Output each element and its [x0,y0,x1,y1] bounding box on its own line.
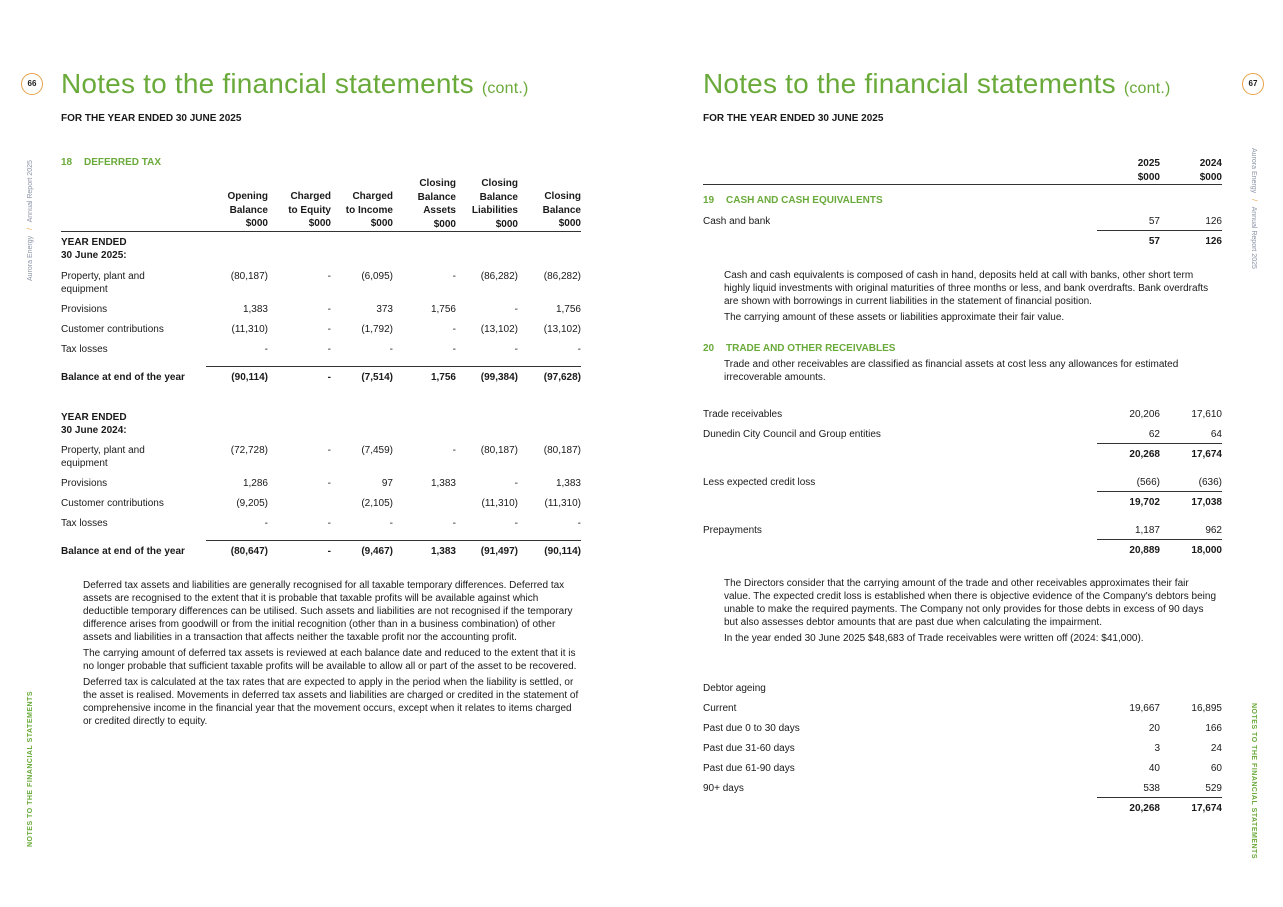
cell: - [514,478,518,489]
cell: (9,205) [236,498,268,509]
cell: (80,187) [543,445,581,456]
cell: 20,268 [1129,449,1160,460]
cell: - [514,344,518,355]
total-rule [206,366,581,367]
cell: - [577,518,581,529]
cell: - [327,344,331,355]
cell: - [264,344,268,355]
cell: 3 [1154,743,1160,754]
cell: 1,756 [430,372,456,383]
side-sep: / [1250,199,1257,202]
side-label-top-right [1250,148,1257,269]
col-header-charged-equity: Charged to Equity $000 [288,191,331,229]
cell: - [452,445,456,456]
cell: 20 [1148,723,1160,734]
section-number: 18 [61,157,73,168]
cell: 1,383 [430,478,456,489]
receivables-intro: Trade and other receivables are classified as financial assets at cost less any allowances for estimated irrecoverable amounts. [724,359,1179,383]
section-title: DEFERRED TAX [84,157,162,168]
cell: (91,497) [480,546,518,557]
page-title-right [703,68,1171,100]
row-label: Provisions [61,478,108,489]
deferred-tax-notes [83,579,583,731]
row-label: Dunedin City Council and Group entities [703,429,881,440]
cell: (11,310) [481,498,518,509]
side-report: Annual Report 2025 [27,160,34,223]
side-report: Annual Report 2025 [1250,206,1257,269]
cell: (99,384) [480,372,518,383]
cell: 126 [1205,216,1222,227]
cell: 1,383 [430,546,456,557]
cell: 17,674 [1191,803,1222,814]
group-2024-line1: YEAR ENDED [61,412,127,423]
cell: 962 [1205,525,1222,536]
cell: 62 [1148,429,1160,440]
row-label: Current [703,703,737,714]
cell: (13,102) [543,324,581,335]
cell: 1,756 [555,304,581,315]
debtor-ageing-title: Debtor ageing [703,683,766,694]
paragraph: Deferred tax assets and liabilities are generally recognised for all taxable temporary differences. Deferred tax assets are recognised to the extent that it is probable that taxable profits will be available against which deductible temporary differences can be utilised. Such assets and liabilities are not recognised if the temporary difference arises from goodwill or from the initial recognition (other than in a business combination) of other assets and liabilities in a transaction that affects neither the taxable profit nor the accounting profit. [83,580,573,643]
cell: (7,514) [361,372,393,383]
page-number-left: 66 [21,73,43,95]
cell: (90,114) [544,546,581,557]
cell: (1,792) [361,324,393,335]
cell: (97,628) [543,372,581,383]
total-rule [206,540,581,541]
cell: 529 [1205,783,1222,794]
title-text: Notes to the financial statements [703,68,1116,99]
paragraph: The carrying amount of deferred tax assets is reviewed at each balance date and reduced to the extent that it is no longer probable that sufficient taxable profits will be available to allow all or part of the asset to be recovered. [83,648,577,672]
cell: (11,310) [231,324,268,335]
cell: 1,383 [555,478,581,489]
cell: (86,282) [480,271,518,282]
cell: 40 [1148,763,1160,774]
row-label: Tax losses [61,518,108,529]
cell: 17,610 [1191,409,1222,420]
cell: (7,459) [361,445,393,456]
col-header-closing-assets: Closing Balance Assets $000 [417,178,456,230]
section-title: TRADE AND OTHER RECEIVABLES [726,343,896,354]
cell: - [389,518,393,529]
cell: 373 [376,304,393,315]
section-18-heading [61,157,161,168]
cell: 20,889 [1129,545,1160,556]
cell: - [514,518,518,529]
row-label: Customer contributions [61,324,164,335]
cell: (9,467) [361,546,393,557]
cell: - [327,271,331,282]
cell: - [327,518,331,529]
title-text: Notes to the financial statements [61,68,474,99]
total-label: Balance at end of the year [61,546,185,557]
group-2025-line2: 30 June 2025: [61,250,127,261]
paragraph: Deferred tax is calculated at the tax rates that are expected to apply in the period when the liability is settled, or the asset is realised. Movements in deferred tax assets and liabilities are charged or credited in the statement of comprehensive income in the financial year that the movement occurs, except when it relates to items charged or credited directly to equity. [83,677,579,727]
cell: (2,105) [361,498,393,509]
row-label-cont: equipment [61,284,108,295]
cell: 24 [1210,743,1222,754]
cell: - [327,372,331,383]
cell: - [389,344,393,355]
group-2025-line1: YEAR ENDED [61,237,127,248]
paragraph: Cash and cash equivalents is composed of cash in hand, deposits held at call with banks, other short term highly liquid investments with original maturities of three months or less, and bank overdrafts. Bank overdrafts are shown with borrowings in current liabilities in the statement of financial position. [724,270,1209,307]
cell: 64 [1210,429,1222,440]
row-label: Property, plant and [61,271,145,282]
header-rule [61,231,581,232]
cell: (80,187) [230,271,268,282]
side-label-bottom-right: NOTES TO THE FINANCIAL STATEMENTS [1250,703,1257,859]
row-label: Past due 31-60 days [703,743,795,754]
col-header-2024: 2024 $000 [1199,158,1222,183]
subtotal-rule [1097,539,1222,540]
subtitle-right: FOR THE YEAR ENDED 30 JUNE 2025 [703,113,884,124]
paragraph: The carrying amount of these assets or liabilities approximate their fair value. [724,312,1065,323]
row-label: Tax losses [61,344,108,355]
subtitle-left: FOR THE YEAR ENDED 30 JUNE 2025 [61,113,242,124]
section-19-heading [703,195,883,206]
cell: 1,383 [242,304,268,315]
cell: (80,647) [230,546,268,557]
side-sep: / [27,227,34,230]
cell: - [327,445,331,456]
cell: (6,095) [361,271,393,282]
row-label: 90+ days [703,783,744,794]
cell: (13,102) [480,324,518,335]
page-title-left [61,68,529,100]
cell: 19,702 [1129,497,1160,508]
cell: - [452,324,456,335]
section-number: 19 [703,195,715,206]
cell: 538 [1143,783,1160,794]
total-label: Balance at end of the year [61,372,185,383]
side-label-top-left [27,160,34,281]
row-label: Provisions [61,304,108,315]
side-org: Aurora Energy [27,235,34,281]
cell: 1,286 [242,478,268,489]
col-header-opening: Opening Balance $000 [227,191,268,229]
side-org: Aurora Energy [1250,148,1257,194]
cell: - [327,324,331,335]
cell: 1,756 [430,304,456,315]
cell: (566) [1136,477,1160,488]
cell: - [327,478,331,489]
row-label-cont: equipment [61,458,108,469]
paragraph: The Directors consider that the carrying amount of the trade and other receivables approximates their fair value. The expected credit loss is established when there is objective evidence of the Company's debtors being unable to make the required payments. The Company not only provides for those debts in excess of 90 days but also assesses debtor amounts that are past due when calculating the impairment. [724,578,1217,628]
header-rule [703,184,1222,185]
cell: 20,206 [1129,409,1160,420]
cell: 18,000 [1191,545,1222,556]
title-cont: (cont.) [1123,80,1171,97]
subtotal-rule [1097,443,1222,444]
cell: 60 [1210,763,1222,774]
cell: - [452,518,456,529]
cell: - [452,344,456,355]
row-label: Past due 0 to 30 days [703,723,800,734]
cell: - [327,304,331,315]
cell: - [514,304,518,315]
cell: (90,114) [231,372,268,383]
group-2024-line2: 30 June 2024: [61,425,127,436]
cell: 57 [1148,236,1160,247]
row-label: Less expected credit loss [703,477,816,488]
cell: - [577,344,581,355]
col-header-closing-balance: Closing Balance $000 [542,191,581,229]
cell: 17,038 [1191,497,1222,508]
cell: (80,187) [480,445,518,456]
cell: (86,282) [543,271,581,282]
title-cont: (cont.) [481,80,529,97]
row-label: Customer contributions [61,498,164,509]
cash-notes [724,269,1214,327]
cell: 126 [1205,236,1222,247]
page-number-right: 67 [1242,73,1264,95]
row-label: Property, plant and [61,445,145,456]
cell: (11,310) [544,498,581,509]
cell: (72,728) [230,445,268,456]
col-header-charged-income: Charged to Income $000 [345,191,393,229]
subtotal-rule [1097,797,1222,798]
cell: 57 [1148,216,1160,227]
section-20-heading [703,343,895,354]
cell: 166 [1205,723,1222,734]
section-title: CASH AND CASH EQUIVALENTS [726,195,883,206]
row-label: Past due 61-90 days [703,763,795,774]
cell: 17,674 [1191,449,1222,460]
receivables-notes [724,577,1216,648]
cell: 19,667 [1129,703,1160,714]
subtotal-rule [1097,230,1222,231]
cell: - [327,546,331,557]
cell: 20,268 [1129,803,1160,814]
row-label: Cash and bank [703,216,771,227]
cell: - [264,518,268,529]
cell: 97 [381,478,393,489]
cell: (636) [1198,477,1222,488]
cell: - [452,271,456,282]
row-label: Prepayments [703,525,762,536]
cell: 16,895 [1191,703,1222,714]
col-header-closing-liabilities: Closing Balance Liabilities $000 [471,178,518,230]
subtotal-rule [1097,491,1222,492]
side-label-bottom-left: NOTES TO THE FINANCIAL STATEMENTS [27,691,34,847]
cell: 1,187 [1134,525,1160,536]
section-number: 20 [703,343,715,354]
row-label: Trade receivables [703,409,783,420]
paragraph: In the year ended 30 June 2025 $48,683 of Trade receivables were written off (2024: $41,000). [724,633,1144,644]
col-header-2025: 2025 $000 [1137,158,1160,183]
